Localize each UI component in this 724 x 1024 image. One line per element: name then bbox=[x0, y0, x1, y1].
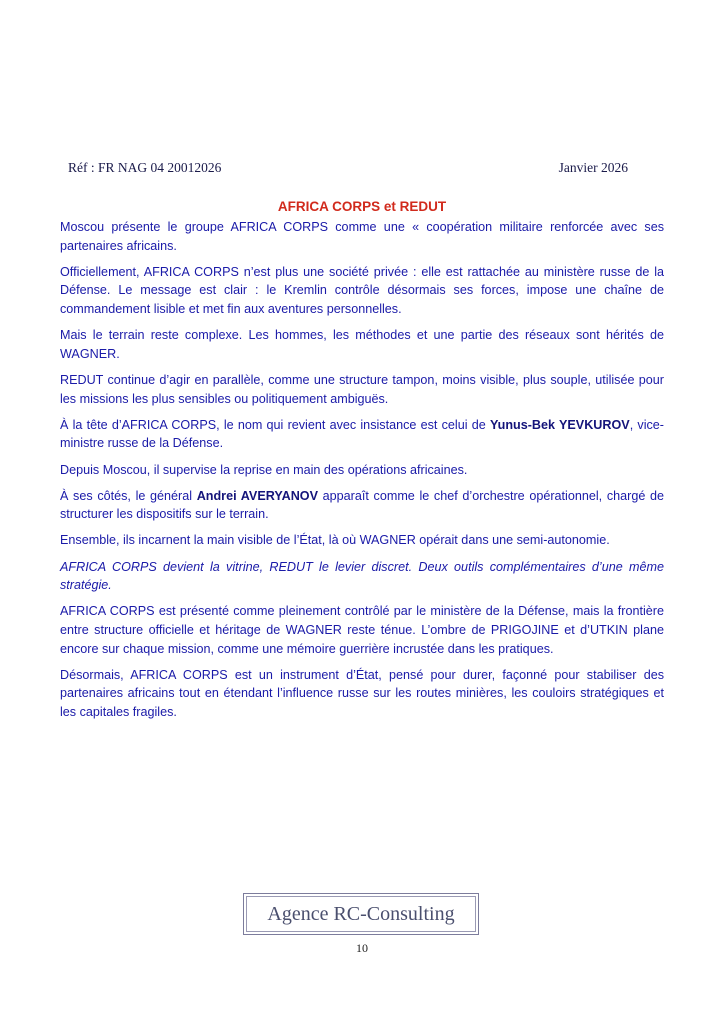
agency-logo-text: Agence RC-Consulting bbox=[246, 896, 476, 932]
paragraph bbox=[60, 487, 664, 524]
paragraph: AFRICA CORPS est présenté comme pleinement contrôlé par le ministère de la Défense, mais la frontière entre structure officielle et héritage de WAGNER reste ténue. L’ombre de PRIGOJINE et d’UTKIN plane encore sur chaque mission, comme une mémoire guerrière incrustée dans les pratiques. bbox=[60, 604, 664, 656]
paragraph-text: apparaît comme le chef d’orchestre opérationnel, chargé de structurer les dispositifs sur le terrain. bbox=[60, 488, 664, 522]
paragraph: Désormais, AFRICA CORPS est un instrument d’État, pensé pour durer, façonné pour stabiliser des partenaires africains tout en étendant l’influence russe sur les routes minières, les couloirs stratégiques et les capitales fragiles. bbox=[60, 667, 664, 719]
paragraph-text: , vice-ministre russe de la Défense. bbox=[60, 417, 664, 451]
paragraph: Officiellement, AFRICA CORPS n’est plus une société privée : elle est rattachée au ministère russe de la Défense. Le message est clair : le Kremlin contrôle désormais ses forces, impose une chaîne de commandement lisible et met fin aux aventures personnelles. bbox=[60, 264, 664, 316]
article-body bbox=[60, 218, 664, 729]
document-date: Janvier 2026 bbox=[558, 160, 628, 175]
paragraph: Ensemble, ils incarnent la main visible de l’État, là où WAGNER opérait dans une semi-autonomie. bbox=[60, 533, 610, 548]
paragraph-text: À ses côtés, le général bbox=[60, 488, 197, 503]
person-name-yevkurov: Yunus-Bek YEVKUROV bbox=[489, 417, 630, 432]
agency-logo bbox=[243, 893, 479, 935]
paragraph: REDUT continue d’agir en parallèle, comme une structure tampon, moins visible, plus souple, utilisée pour les missions les plus sensibles ou politiquement ambiguës. bbox=[60, 372, 664, 406]
page-title: AFRICA CORPS et REDUT bbox=[277, 199, 447, 214]
paragraph-text: À la tête d’AFRICA CORPS, le nom qui revient avec insistance est celui de bbox=[60, 417, 490, 432]
reference-code: Réf : FR NAG 04 20012026 bbox=[68, 160, 222, 175]
paragraph-italic: AFRICA CORPS devient la vitrine, REDUT le levier discret. Deux outils complémentaires d’une même stratégie. bbox=[60, 559, 664, 593]
paragraph: Mais le terrain reste complexe. Les hommes, les méthodes et une partie des réseaux sont hérités de WAGNER. bbox=[60, 328, 664, 361]
person-name-averyanov: Andrei AVERYANOV bbox=[196, 488, 318, 503]
page-number: 10 bbox=[356, 941, 368, 955]
paragraph: Depuis Moscou, il supervise la reprise en main des opérations africaines. bbox=[60, 462, 468, 477]
paragraph: Moscou présente le groupe AFRICA CORPS comme une « coopération militaire renforcée avec ses partenaires africains. bbox=[60, 220, 664, 253]
paragraph bbox=[60, 416, 664, 453]
